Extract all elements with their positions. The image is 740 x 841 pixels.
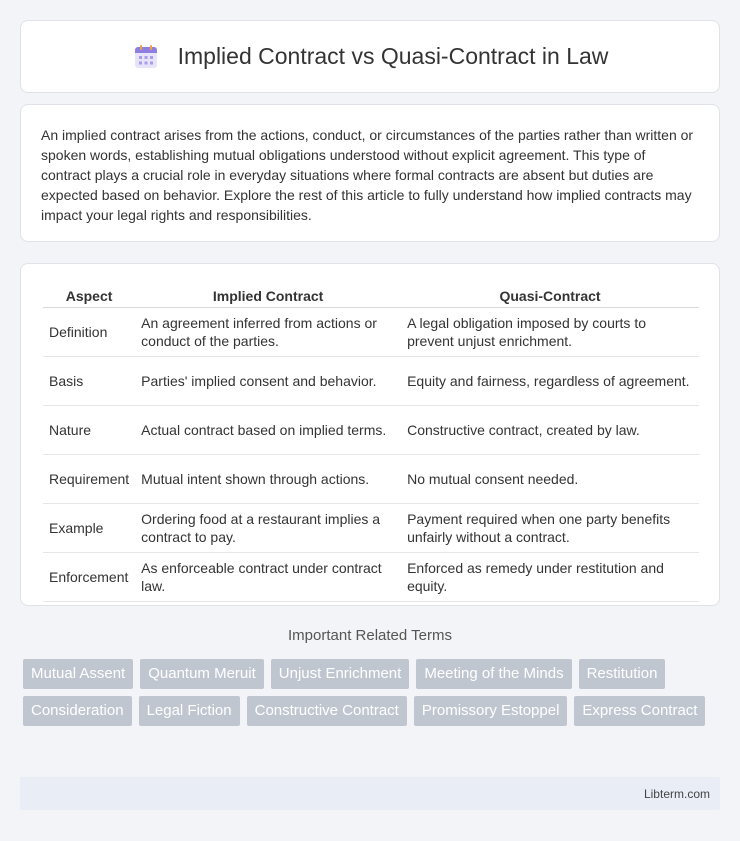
related-terms-list: [23, 659, 723, 726]
comparison-table: [43, 284, 699, 602]
row-aspect: Example: [43, 504, 135, 553]
comparison-table-card: [20, 263, 720, 606]
term-tag[interactable]: Mutual Assent: [23, 659, 133, 689]
term-tag[interactable]: Promissory Estoppel: [414, 696, 568, 726]
term-tag[interactable]: Quantum Meruit: [140, 659, 264, 689]
table-row: [43, 357, 699, 406]
row-aspect: Nature: [43, 406, 135, 455]
row-implied: Parties' implied consent and behavior.: [135, 357, 401, 406]
footer: [20, 777, 720, 810]
table-row: [43, 504, 699, 553]
calendar-grid-icon: [132, 43, 160, 71]
page-title: Implied Contract vs Quasi-Contract in Law: [177, 43, 609, 69]
term-tag[interactable]: Constructive Contract: [247, 696, 407, 726]
row-aspect: Requirement: [43, 455, 135, 504]
row-quasi: Constructive contract, created by law.: [401, 406, 699, 455]
row-implied: As enforceable contract under contract law.: [135, 553, 401, 602]
table-row: [43, 553, 699, 602]
table-row: [43, 406, 699, 455]
term-tag[interactable]: Legal Fiction: [139, 696, 240, 726]
table-row: [43, 308, 699, 357]
term-tag[interactable]: Meeting of the Minds: [416, 659, 571, 689]
row-implied: Actual contract based on implied terms.: [135, 406, 401, 455]
title-wrap: [132, 43, 609, 71]
row-quasi: Equity and fairness, regardless of agreement.: [401, 357, 699, 406]
footer-site-link[interactable]: Libterm.com: [643, 786, 710, 801]
term-tag[interactable]: Express Contract: [574, 696, 705, 726]
related-terms-title: Important Related Terms: [288, 627, 452, 644]
table-header-row: [43, 284, 699, 308]
header-card: [20, 20, 720, 93]
row-implied: Mutual intent shown through actions.: [135, 455, 401, 504]
row-implied: Ordering food at a restaurant implies a contract to pay.: [135, 504, 401, 553]
header-aspect: Aspect: [43, 284, 135, 308]
row-aspect: Enforcement: [43, 553, 135, 602]
row-quasi: Enforced as remedy under restitution and equity.: [401, 553, 699, 602]
row-quasi: No mutual consent needed.: [401, 455, 699, 504]
table-row: [43, 455, 699, 504]
intro-paragraph: An implied contract arises from the actions, conduct, or circumstances of the parties rather than written or spoken words, establishing mutual obligations understood without explicit agreement. This type of contract plays a crucial role in everyday situations where formal contracts are absent but duties are expected based on behavior. Explore the rest of this article to fully understand how implied contracts may impact your legal rights and responsibilities.: [41, 127, 694, 223]
header-implied-contract: Implied Contract: [135, 284, 401, 308]
row-implied: An agreement inferred from actions or conduct of the parties.: [135, 308, 401, 357]
intro-card: [20, 104, 720, 242]
term-tag[interactable]: Unjust Enrichment: [271, 659, 410, 689]
row-aspect: Basis: [43, 357, 135, 406]
term-tag[interactable]: Consideration: [23, 696, 132, 726]
row-aspect: Definition: [43, 308, 135, 357]
row-quasi: A legal obligation imposed by courts to prevent unjust enrichment.: [401, 308, 699, 357]
row-quasi: Payment required when one party benefits unfairly without a contract.: [401, 504, 699, 553]
term-tag[interactable]: Restitution: [579, 659, 666, 689]
header-quasi-contract: Quasi-Contract: [401, 284, 699, 308]
